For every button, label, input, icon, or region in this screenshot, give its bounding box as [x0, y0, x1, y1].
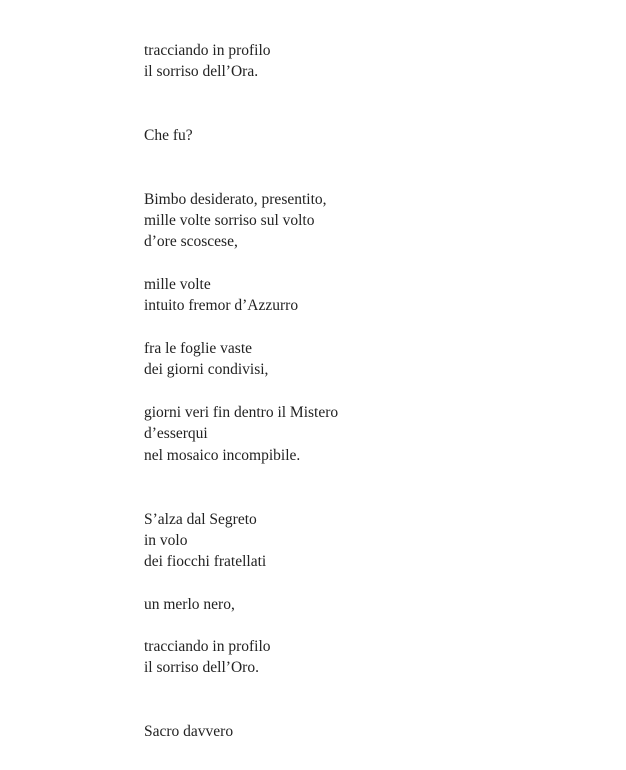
poem-line: fra le foglie vaste [144, 340, 253, 357]
poem-line: dei fiocchi fratellati [144, 553, 267, 570]
poem-line: tracciando in profilo [144, 638, 271, 655]
poem-line: nel mosaico incompibile. [144, 447, 301, 464]
poem-line: Sacro davvero [144, 723, 234, 740]
poem-line: il sorriso dell’Oro. [144, 659, 259, 676]
poem-line: tracciando in profilo [144, 42, 271, 59]
poem-line: un merlo nero, [144, 596, 235, 613]
poem-line: mille volte [144, 276, 211, 293]
poem-line: d’esserqui [144, 425, 208, 442]
poem-line: dei giorni condivisi, [144, 361, 269, 378]
poem-line: S’alza dal Segreto [144, 511, 257, 528]
poem-line: d’ore scoscese, [144, 233, 238, 250]
poem-line: giorni veri fin dentro il Mistero [144, 404, 339, 421]
poem-line: intuito fremor d’Azzurro [144, 297, 299, 314]
poem-line: mille volte sorriso sul volto [144, 212, 315, 229]
poem-line: in volo [144, 532, 188, 549]
poem-line: Bimbo desiderato, presentito, [144, 191, 327, 208]
poem-line: Che fu? [144, 127, 193, 144]
poem-line: il sorriso dell’Ora. [144, 63, 259, 80]
